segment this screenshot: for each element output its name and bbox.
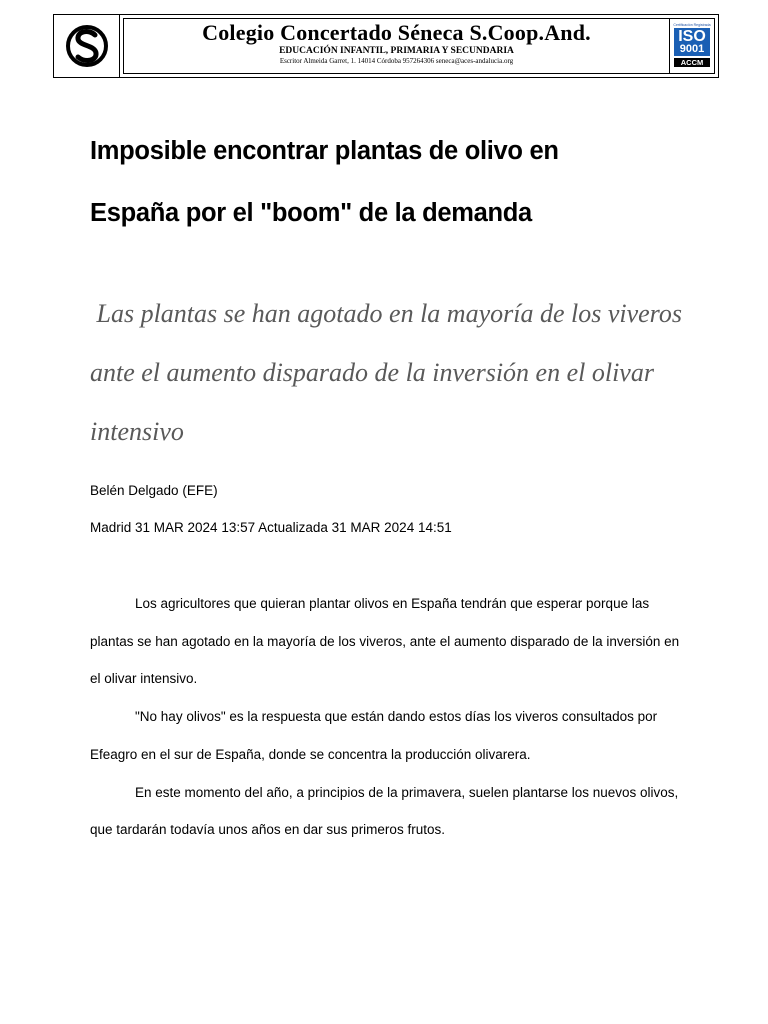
letterhead-text: [124, 19, 669, 73]
body-paragraph: Los agricultores que quieran plantar olivos en España tendrán que esperar porque las plantas se han agotado en la mayoría de los viveros, ante el aumento disparado de la inversión en el olivar intensivo.: [90, 596, 680, 687]
letterhead-inner: [123, 18, 715, 74]
body-paragraph: En este momento del año, a principios de la primavera, suelen plantarse los nuevos olivos, que tardarán todavía unos años en dar sus primeros frutos.: [90, 784, 679, 838]
school-address: Escritor Almeida Garret, 1. 14014 Córdoba 957264306 seneca@aces-andalucia.org: [279, 57, 514, 65]
article-subtitle: Las plantas se han agotado en la mayoría de los viveros ante el aumento disparado de la inversión en el olivar intensivo: [90, 299, 689, 446]
letterhead: [53, 14, 719, 78]
iso-certification: [669, 19, 714, 73]
body-paragraph: "No hay olivos" es la respuesta que están dando estos días los viveros consultados por Efeagro en el sur de España, donde se concentra la producción olivarera.: [90, 709, 658, 762]
seneca-s-logo-icon: [65, 21, 109, 71]
iso-box: [674, 28, 710, 56]
school-logo: [54, 15, 120, 77]
iso-cert-label: Certificación Registrada: [673, 23, 711, 27]
school-levels: EDUCACIÓN INFANTIL, PRIMARIA Y SECUNDARIA: [279, 46, 514, 56]
iso-9001-badge-icon: [673, 23, 711, 69]
iso-word: ISO: [678, 27, 706, 45]
headline-line-2: España por el "boom" de la demanda: [90, 199, 532, 227]
article-author: Belén Delgado (EFE): [90, 483, 218, 498]
article-body: [90, 585, 680, 849]
iso-body: ACCM: [674, 58, 710, 67]
school-name: Colegio Concertado Séneca S.Coop.And.: [202, 20, 591, 45]
iso-number: 9001: [679, 42, 705, 55]
article-dateline: Madrid 31 MAR 2024 13:57 Actualizada 31 MAR 2024 14:51: [90, 520, 452, 535]
headline-line-1: Imposible encontrar plantas de olivo en: [90, 137, 559, 165]
article-headline: [90, 120, 690, 244]
